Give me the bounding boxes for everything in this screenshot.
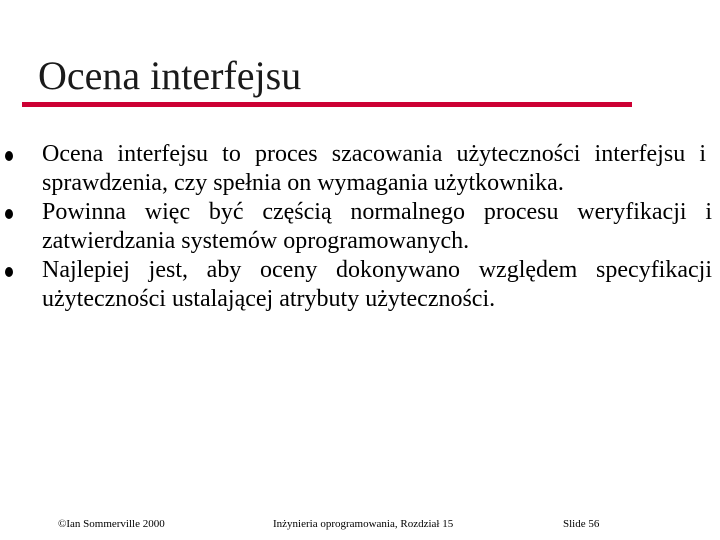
footer-copyright: ©Ian Sommerville 2000 [58,518,165,530]
bullet-dot-icon [5,209,13,219]
title-underline [22,102,632,107]
bullet-item-verification-process [0,198,720,256]
bullet-list [0,140,720,314]
bullet-item-usability-specification [0,256,720,314]
bullet-text: Najlepiej jest, aby oceny dokonywano względem specyfikacji użyteczności ustalającej atrybuty użyteczności. [42,257,712,312]
bullet-dot-icon [5,267,13,277]
bullet-text: Powinna więc być częścią normalnego procesu weryfikacji i zatwierdzania systemów oprogramowanych. [42,199,712,254]
bullet-text: Ocena interfejsu to proces szacowania użyteczności interfejsu i sprawdzenia, czy spełnia on wymagania użytkownika. [42,141,706,196]
bullet-dot-icon [5,151,13,161]
footer-slide-number: Slide 56 [563,518,600,530]
footer-course-title: Inżynieria oprogramowania, Rozdział 15 [273,518,454,530]
slide-title: Ocena interfejsu [38,53,302,98]
bullet-item-evaluation-definition [0,140,720,198]
